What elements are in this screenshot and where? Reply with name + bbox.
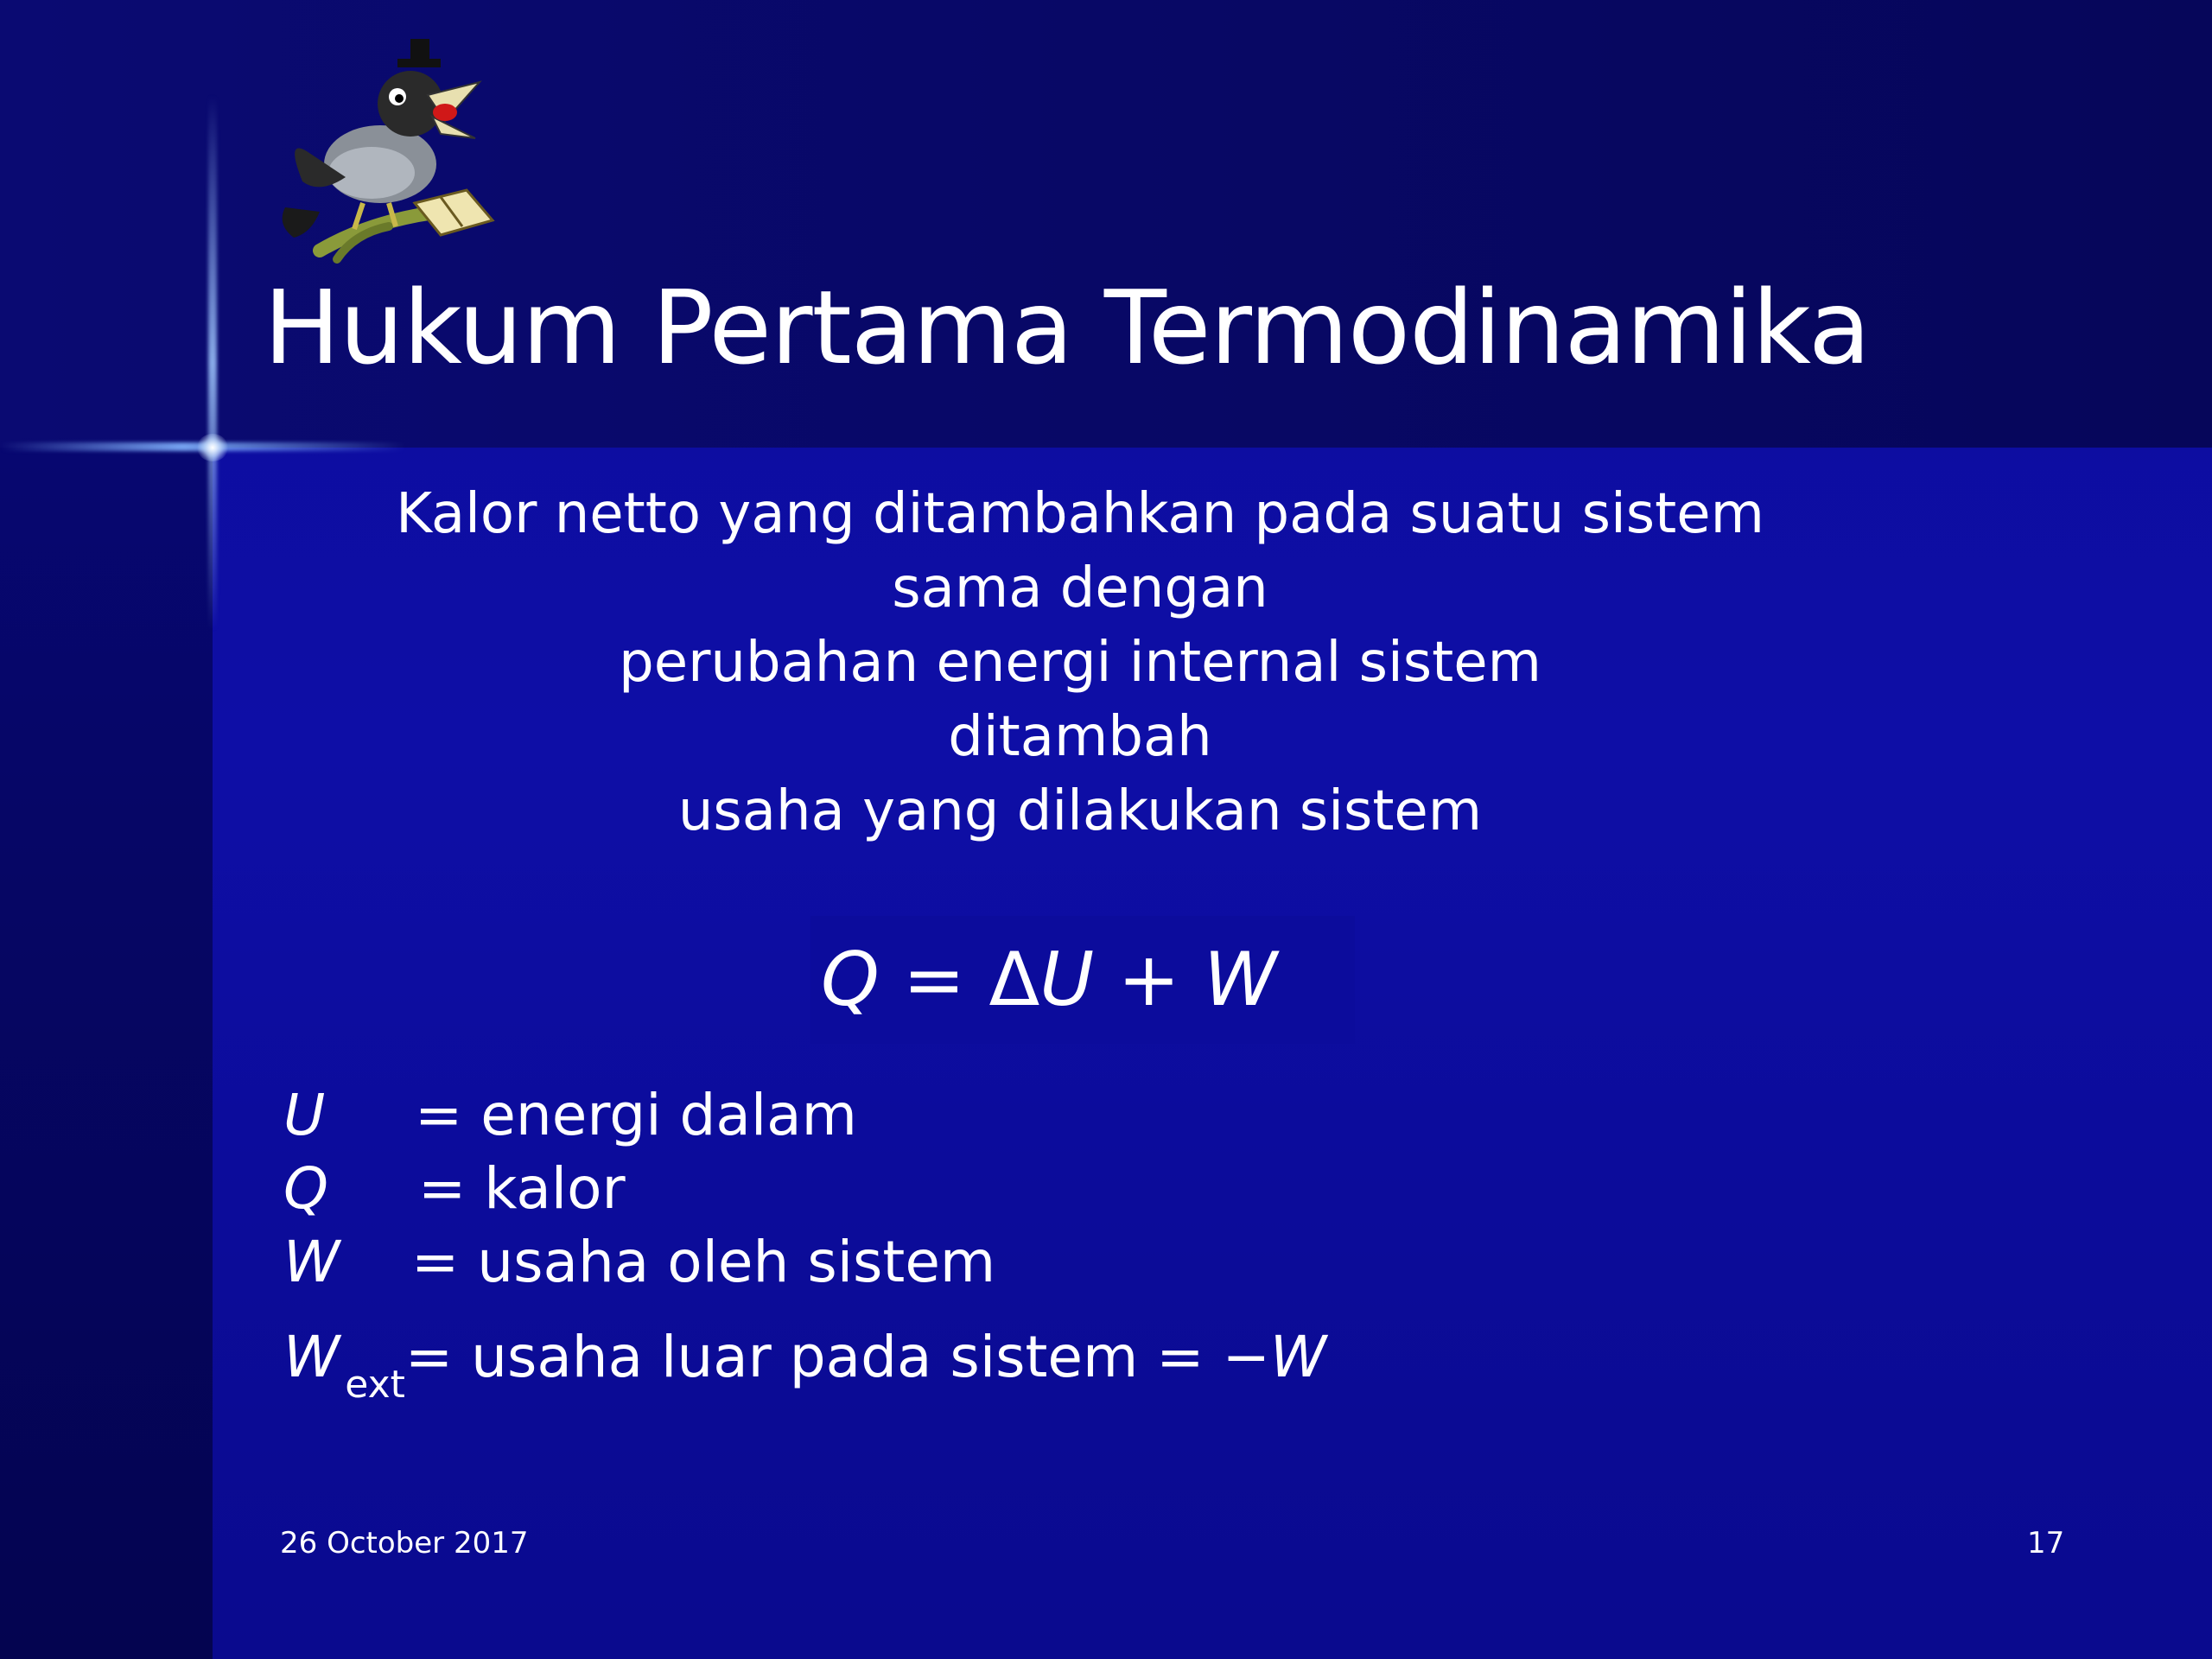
definition-text: = kalor — [418, 1155, 626, 1222]
slide-title: Hukum Pertama Termodinamika — [264, 268, 1871, 387]
wext-symbol: W — [283, 1324, 340, 1390]
equation-equals: = — [879, 937, 989, 1023]
definition-w — [283, 1229, 996, 1295]
definition-text: = usaha oleh sistem — [411, 1229, 996, 1295]
equation-w: W — [1203, 937, 1278, 1023]
first-law-equation — [810, 916, 1355, 1044]
wext-minus: − — [1222, 1324, 1270, 1390]
definition-text: = energi dalam — [415, 1082, 857, 1148]
wext-text: = usaha luar pada sistem = — [404, 1324, 1223, 1390]
definition-symbol: Q — [283, 1155, 328, 1222]
definition-wext — [283, 1324, 1327, 1407]
left-strip — [0, 448, 213, 1659]
equation-u: U — [1039, 937, 1095, 1023]
equation-q: Q — [821, 937, 880, 1023]
definition-q — [283, 1155, 626, 1222]
footer-date: 26 October 2017 — [280, 1526, 529, 1560]
statement-line: ditambah — [948, 705, 1212, 769]
equation-plus: + — [1094, 937, 1204, 1023]
law-statement — [216, 477, 1944, 849]
statement-line: sama dengan — [892, 556, 1268, 620]
glow-sparkle — [197, 434, 228, 461]
equation-delta: Δ — [988, 937, 1040, 1023]
statement-line: usaha yang dilakukan sistem — [677, 779, 1483, 843]
crow-mascot-icon — [268, 35, 510, 268]
statement-line: perubahan energi internal sistem — [619, 631, 1541, 695]
wext-result: W — [1269, 1324, 1327, 1390]
definition-u — [283, 1082, 857, 1148]
statement-line: Kalor netto yang ditambahkan pada suatu sistem — [396, 482, 1764, 546]
slide-number: 17 — [2027, 1526, 2065, 1560]
definition-symbol: W — [283, 1229, 340, 1295]
definition-symbol: U — [283, 1082, 326, 1148]
wext-subscript: ext — [345, 1363, 405, 1407]
